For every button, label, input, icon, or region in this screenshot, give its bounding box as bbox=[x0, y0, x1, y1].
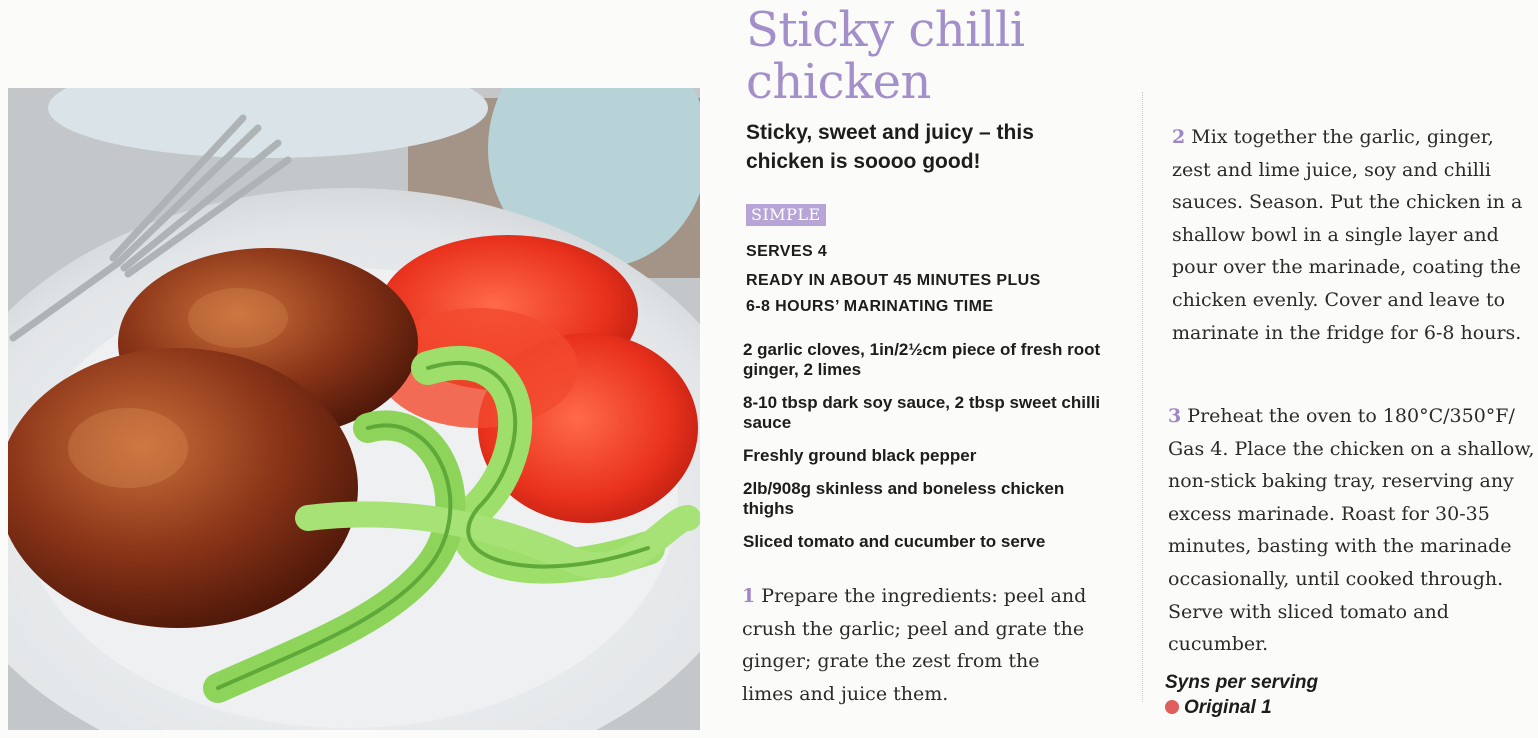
step-number: 1 bbox=[742, 585, 756, 607]
syns-value: Original 1 bbox=[1184, 697, 1272, 718]
syns-value-row bbox=[1165, 695, 1465, 720]
ingredients-list bbox=[743, 340, 1113, 565]
step-number: 2 bbox=[1172, 126, 1186, 148]
column-divider bbox=[1142, 92, 1143, 702]
method-step-2 bbox=[1172, 121, 1534, 349]
syns-info bbox=[1165, 670, 1465, 720]
red-dot-icon bbox=[1165, 700, 1179, 714]
ingredient-item: 8-10 tbsp dark soy sauce, 2 tbsp sweet chilli sauce bbox=[743, 393, 1101, 432]
difficulty-badge: SIMPLE bbox=[746, 204, 826, 226]
step-text: Preheat the oven to 180°C/350°F/ Gas 4. Place the chicken on a shallow, non-stick baking tray, reserving any excess marinade. Roast for 30-35 minutes, basting with the marinade occasionally, until cooked through. Serve with sliced tomato and cucumber. bbox=[1168, 405, 1535, 656]
ingredient-item: Freshly ground black pepper bbox=[743, 446, 977, 465]
method-step-3 bbox=[1168, 400, 1536, 661]
recipe-title-line2: chicken bbox=[746, 54, 931, 110]
ready-time-line2: 6-8 HOURS’ MARINATING TIME bbox=[746, 298, 994, 315]
ready-time-line1: READY IN ABOUT 45 MINUTES PLUS bbox=[746, 272, 1041, 289]
step-number: 3 bbox=[1168, 405, 1182, 427]
ingredient-item: 2lb/908g skinless and boneless chicken thighs bbox=[743, 479, 1065, 518]
step-text: Prepare the ingredients: peel and crush the garlic; peel and grate the ginger; grate the zest from the limes and juice them. bbox=[742, 585, 1087, 705]
step-text: Mix together the garlic, ginger, zest and lime juice, soy and chilli sauces. Season. Put the chicken in a shallow bowl in a single layer and pour over the marinade, coating the chicken evenly. Cover and leave to marinate in the fridge for 6-8 hours. bbox=[1172, 126, 1523, 344]
recipe-title-line1: Sticky chilli bbox=[746, 2, 1025, 58]
ingredient-item: 2 garlic cloves, 1in/2½cm piece of fresh root ginger, 2 limes bbox=[743, 340, 1101, 379]
recipe-intro: Sticky, sweet and juicy – this chicken is soooo good! bbox=[746, 121, 1034, 173]
recipe-title bbox=[746, 4, 1106, 108]
method-step-1 bbox=[742, 580, 1092, 710]
syns-label: Syns per serving bbox=[1165, 672, 1319, 693]
ingredient-item: Sliced tomato and cucumber to serve bbox=[743, 532, 1046, 551]
serves-text: SERVES 4 bbox=[746, 243, 828, 260]
food-photo bbox=[8, 88, 700, 730]
recipe-meta bbox=[746, 237, 1086, 320]
